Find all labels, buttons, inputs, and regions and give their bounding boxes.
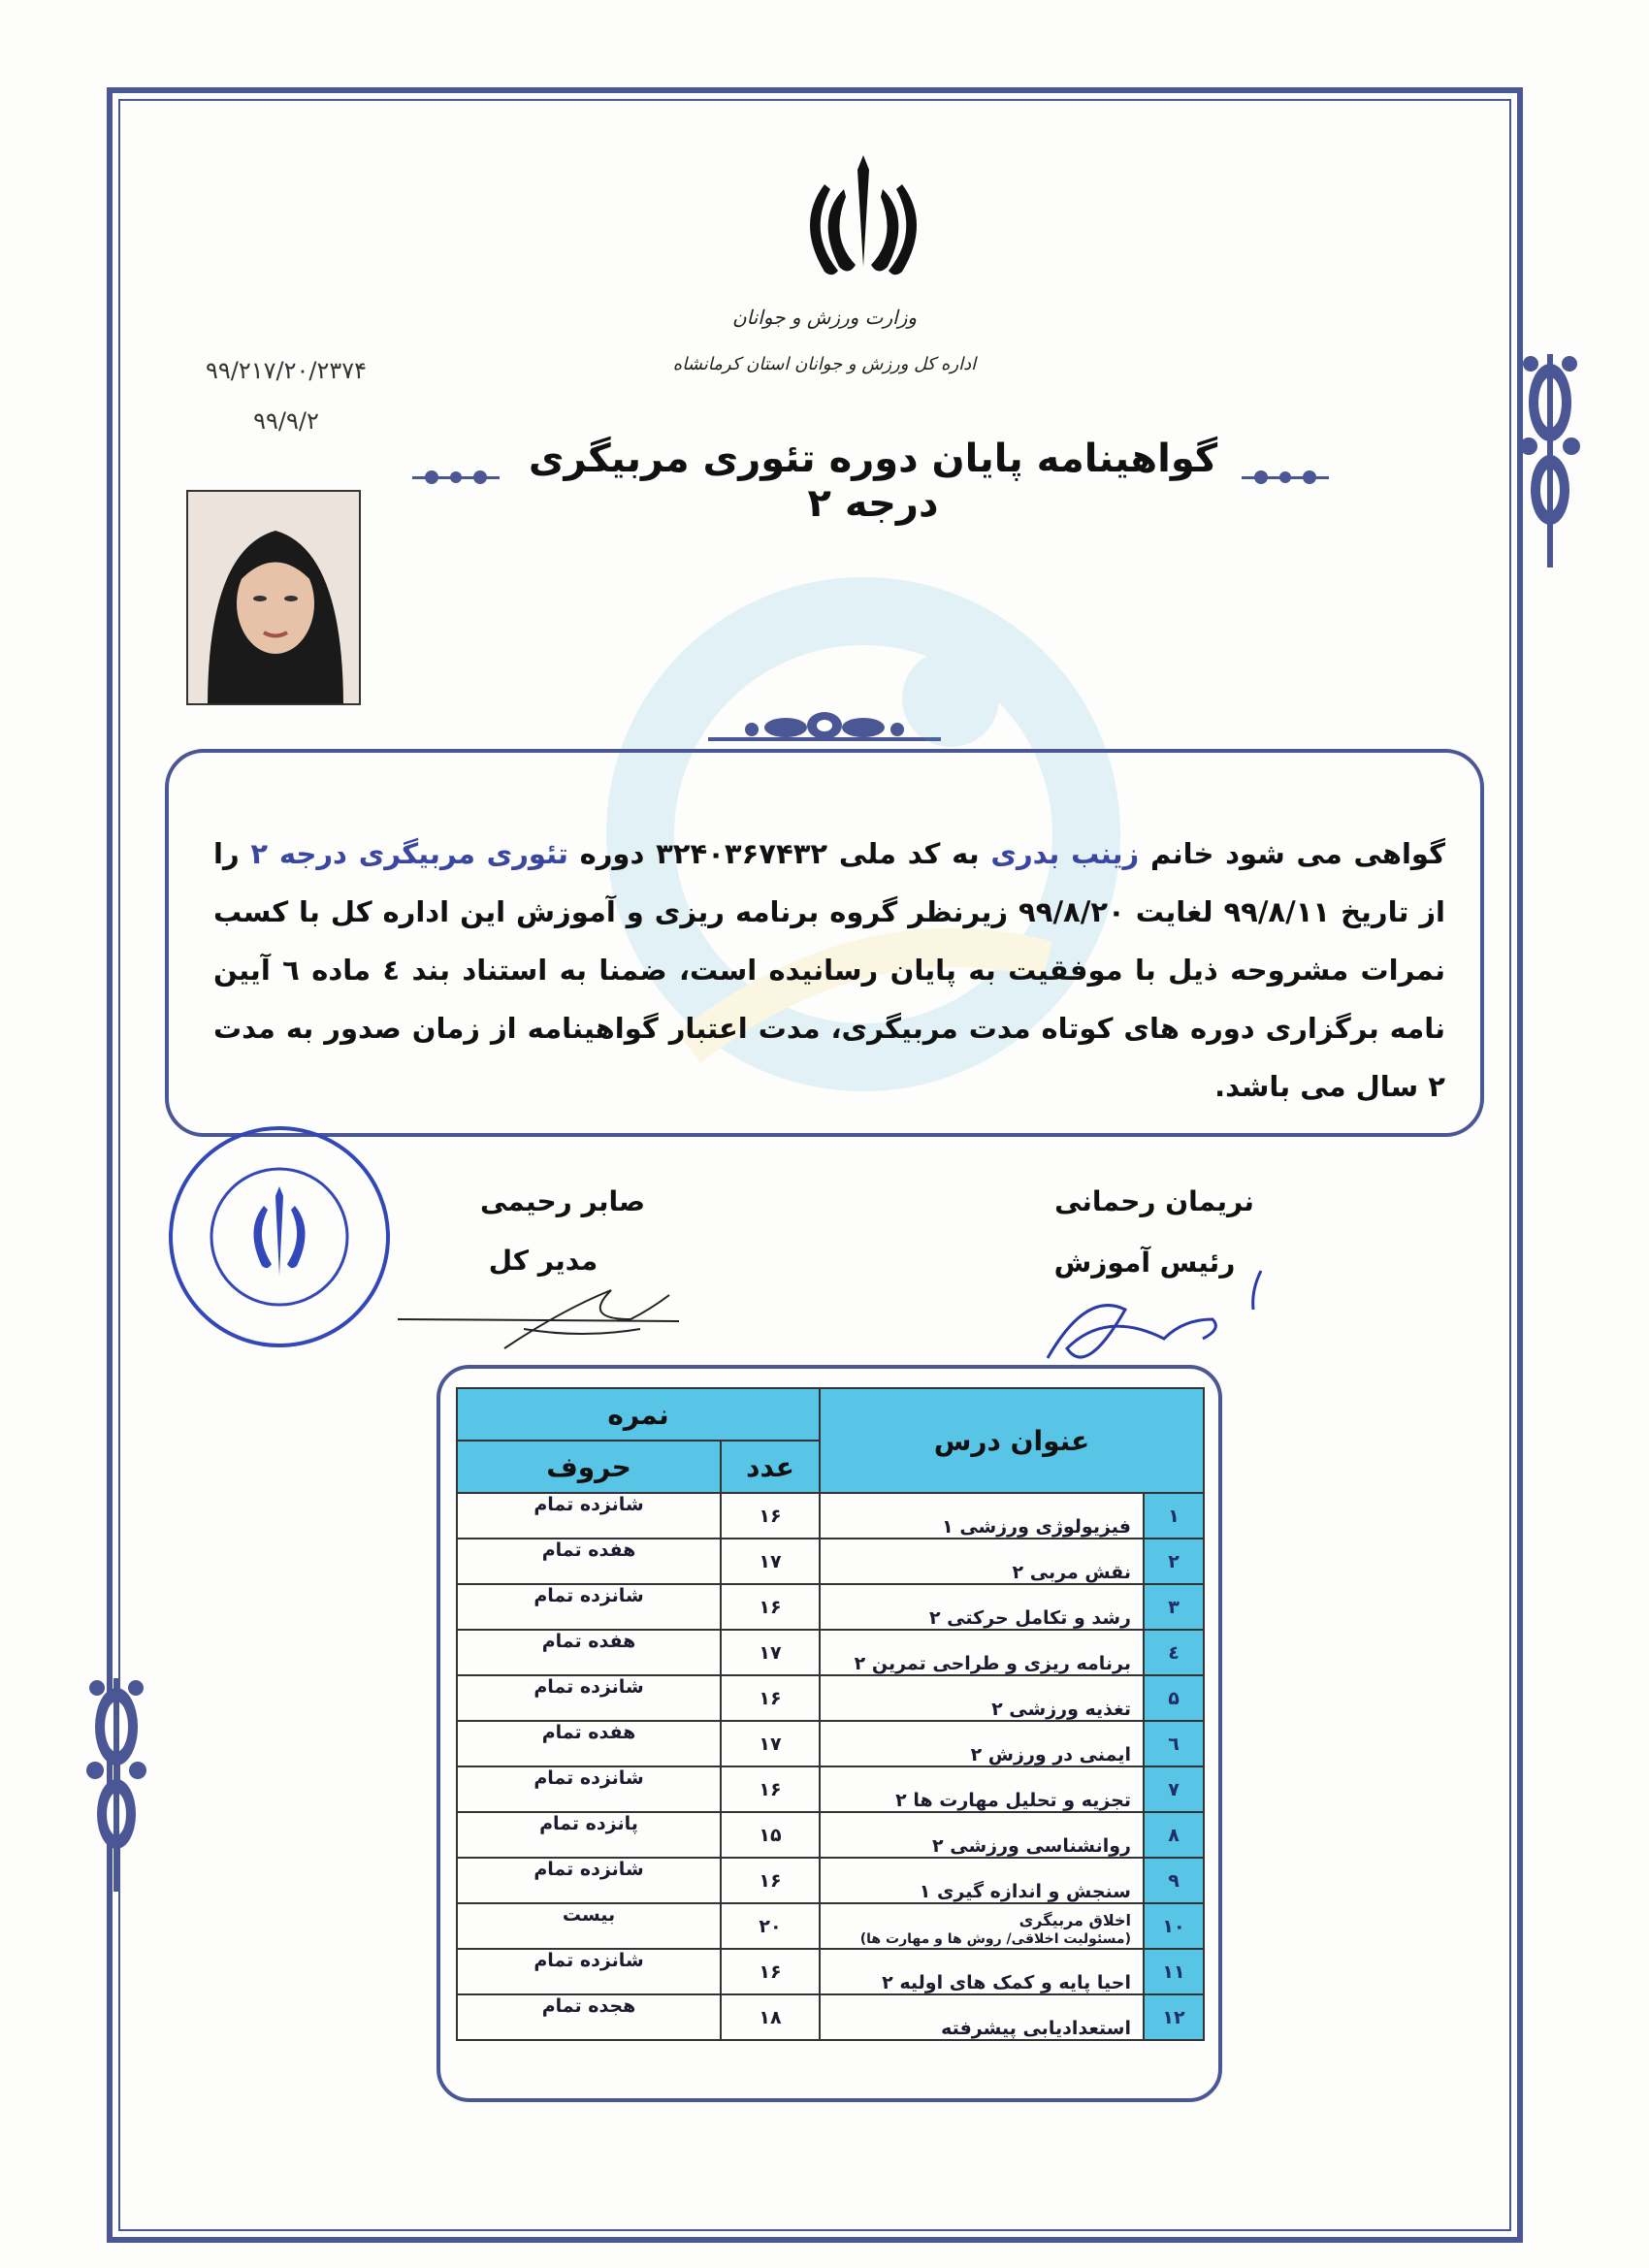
table-row [457,1812,1204,1858]
course-title: احیا پایه و کمک های اولیه ۲ [820,1949,1144,1994]
training-head-signature [1028,1251,1300,1377]
header-words: حروف [457,1441,721,1493]
left-ornament [78,1669,155,1901]
training-head-title: رئیس آموزش [1053,1247,1236,1279]
grade-digits: ۲۰ [721,1903,820,1949]
header-grade: نمره [457,1388,820,1441]
course-title: ایمنی در ورزش ۲ [820,1721,1144,1766]
row-number: ۱۰ [1144,1903,1204,1949]
grade-words: شانزده تمام [457,1675,721,1721]
grade-digits: ۱۶ [721,1949,820,1994]
holder-name: زینب بدری [990,837,1140,870]
grade-digits: ۱۶ [721,1766,820,1812]
table-row [457,1493,1204,1539]
grade-digits: ۱۸ [721,1994,820,2040]
grade-digits: ۱۶ [721,1675,820,1721]
grade-digits: ۱۷ [721,1630,820,1675]
grade-words: پانزده تمام [457,1812,721,1858]
course-title: تغذیه ورزشی ۲ [820,1675,1144,1721]
row-number: ۷ [1144,1766,1204,1812]
row-number: ۵ [1144,1675,1204,1721]
table-row [457,1630,1204,1675]
reference-number: ۹۹/۲۱۷/۲۰/۲۳۷۴ [205,357,368,384]
table-row [457,1539,1204,1584]
director-title: مدیر کل [488,1245,598,1277]
ministry-name: وزارت ورزش و جوانان [731,306,918,329]
grade-words: شانزده تمام [457,1949,721,1994]
issuer-header [621,136,1028,374]
row-number: ٤ [1144,1630,1204,1675]
table-row [457,1721,1204,1766]
grade-digits: ۱۷ [721,1721,820,1766]
grade-words: شانزده تمام [457,1766,721,1812]
reference-date: ۹۹/۹/۲ [253,407,319,435]
course-title-sub: (مسئولیت اخلاقی/ روش ها و مهارت ها) [859,1931,1131,1947]
course-title: روانشناسی ورزشی ۲ [820,1812,1144,1858]
row-number: ۸ [1144,1812,1204,1858]
director-signature [388,1251,698,1358]
official-stamp [163,1120,396,1353]
grade-words: هفده تمام [457,1630,721,1675]
right-ornament [1511,344,1589,577]
grade-words: شانزده تمام [457,1584,721,1630]
course-title: برنامه ریزی و طراحی تمرین ۲ [820,1630,1144,1675]
course-title: رشد و تکامل حرکتی ۲ [820,1584,1144,1630]
table-row [457,1949,1204,1994]
grade-words: هفده تمام [457,1721,721,1766]
grade-digits: ۱۵ [721,1812,820,1858]
body-details: را از تاریخ ۹۹/۸/۱۱ لغایت ۹۹/۸/۲۰ زیرنظر گروه برنامه ریزی و آموزش این اداره کل با کسب نمرات مشروحه ذیل با موفقیت به پایان رسانیده است، ضمنا به استناد بند ٤ ماده ٦ آیین نامه برگزاری دوره های کوتاه مدت مربیگری، مدت اعتبار گواهینامه از زمان صدور به مدت ۲ سال می باشد. [213,837,1445,1103]
grade-words: هفده تمام [457,1539,721,1584]
row-number: ۹ [1144,1858,1204,1903]
table-row [457,1858,1204,1903]
grade-digits: ۱۶ [721,1493,820,1539]
holder-photo [186,490,361,705]
course-title: نقش مربی ۲ [820,1539,1144,1584]
row-number: ۳ [1144,1584,1204,1630]
table-row [457,1766,1204,1812]
row-number: ۲ [1144,1539,1204,1584]
body-national-id: به کد ملی ۳۲۴۰۳۶۷۴۳۲ دوره [579,837,980,870]
director-name: صابر رحیمی [479,1185,646,1217]
course-title: فیزیولوژی ورزشی ۱ [820,1493,1144,1539]
row-number: ٦ [1144,1721,1204,1766]
header-course-title: عنوان درس [820,1388,1204,1493]
certificate-body-text [213,825,1445,1116]
row-number: ۱۲ [1144,1994,1204,2040]
portrait-image [188,492,361,705]
course-title: استعدادیابی پیشرفته [820,1994,1144,2040]
table-row [457,1994,1204,2040]
course-name: تئوری مربیگری درجه ۲ [250,837,568,870]
table-row [457,1584,1204,1630]
grades-table [456,1387,1205,2041]
grade-digits: ۱۷ [721,1539,820,1584]
table-row [457,1675,1204,1721]
grade-words: شانزده تمام [457,1858,721,1903]
body-intro: گواهی می شود خانم [1149,837,1445,870]
grade-words: شانزده تمام [457,1493,721,1539]
course-title: تجزیه و تحلیل مهارت ها ۲ [820,1766,1144,1812]
training-head-name: نریمان رحمانی [1054,1185,1254,1217]
grade-digits: ۱۶ [721,1858,820,1903]
course-title [820,1903,1144,1949]
grade-words: هجده تمام [457,1994,721,2040]
department-name: اداره کل ورزش و جوانان استان کرمانشاه [672,354,977,374]
row-number: ۱۱ [1144,1949,1204,1994]
course-title-main: اخلاق مربیگری [1018,1911,1131,1929]
table-row [457,1903,1204,1949]
grade-digits: ۱۶ [721,1584,820,1630]
certificate-title: گواهینامه پایان دوره تئوری مربیگری درجه ۲ [528,437,1218,526]
row-number: ۱ [1144,1493,1204,1539]
header-digits: عدد [721,1441,820,1493]
grade-words: بیست [457,1903,721,1949]
course-title: سنجش و اندازه گیری ۱ [820,1858,1144,1903]
